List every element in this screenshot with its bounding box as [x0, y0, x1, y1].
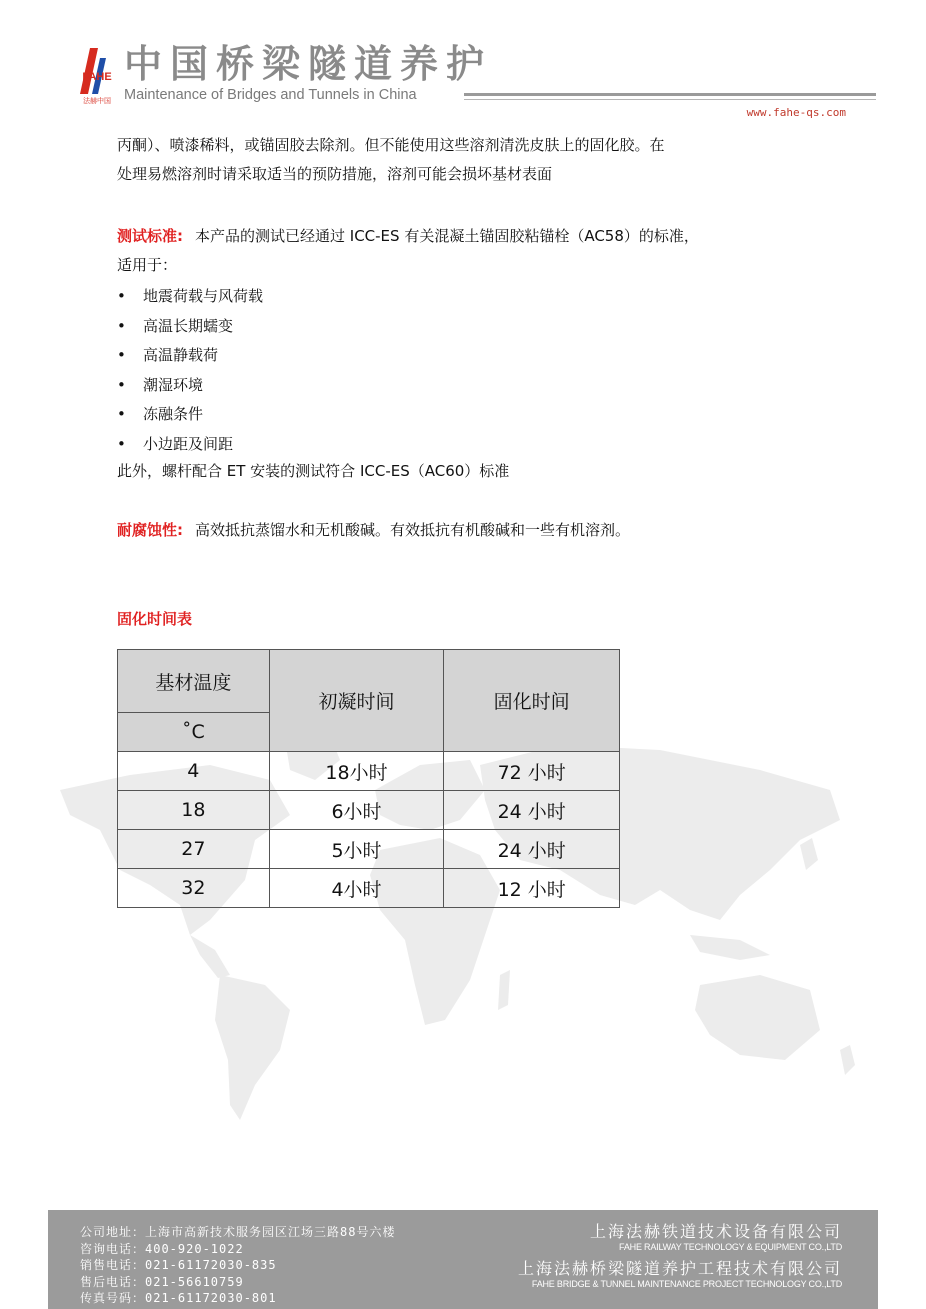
list-item: • 冻融条件: [117, 405, 204, 424]
page-footer: [48, 1210, 878, 1309]
footer-fax: 传真号码：021-61172030-801: [80, 1291, 277, 1305]
testing-standard-label: 测试标准:: [117, 227, 183, 245]
list-item: • 高温长期蠕变: [117, 316, 234, 335]
header-url: www.fahe-qs.com: [746, 106, 846, 119]
table-row: [118, 752, 620, 791]
testing-applies-to: 适用于：: [117, 256, 178, 274]
corrosion-text: 高效抵抗蒸馏水和无机酸碱。有效抵抗有机酸碱和一些有机溶剂。: [195, 521, 631, 539]
footer-consult-phone: 咨询电话：400-920-1022: [80, 1241, 244, 1256]
cell-gel-time: 6小时: [269, 791, 444, 830]
list-item: • 小边距及间距: [117, 434, 234, 453]
table-row: [118, 830, 620, 869]
cell-temp: 32: [118, 869, 270, 908]
footer-company-2-cn: 上海法赫桥梁隧道养护工程技术有限公司: [517, 1259, 842, 1278]
intro-paragraph: [117, 131, 817, 189]
cell-cure-time: 12 小时: [444, 869, 620, 908]
header-cure-time: 固化时间: [444, 650, 620, 752]
header-gel-time: 初凝时间: [269, 650, 444, 752]
footer-company-block: [518, 1222, 842, 1290]
logo-subtext: 法赫中国: [83, 97, 111, 105]
header-title-cn: 中国桥梁隧道养护: [124, 42, 493, 86]
testing-conditions-list: [117, 282, 263, 460]
logo-text: FAHE: [82, 71, 112, 83]
intro-line-2: 处理易燃溶剂时请采取适当的预防措施，溶剂可能会损坏基材表面: [117, 165, 553, 183]
list-item: • 地震荷载与风荷载: [117, 287, 264, 305]
cell-gel-time: 4小时: [269, 869, 444, 908]
list-item: • 高温静载荷: [117, 346, 219, 365]
testing-standard-text: 本产品的测试已经通过 ICC-ES 有关混凝土锚固胶粘锚栓（AC58）的标准，: [195, 227, 699, 245]
corrosion-section: [117, 516, 817, 545]
footer-company-2-en: FAHE BRIDGE & TUNNEL MAINTENANCE PROJECT TECHNOLOGY CO.,LTD: [531, 1279, 842, 1289]
intro-line-1: 丙酮）、喷漆稀料，或锚固胶去除剂。但不能使用这些溶剂清洗皮肤上的固化胶。在: [117, 136, 665, 154]
cell-temp: 27: [118, 830, 270, 869]
footer-company-1-en: FAHE RAILWAY TECHNOLOGY & EQUIPMENT CO.,LTD: [619, 1242, 842, 1252]
cell-temp: 4: [118, 752, 270, 791]
footer-sales-phone: 销售电话：021-61172030-835: [80, 1258, 277, 1272]
cell-gel-time: 5小时: [269, 830, 444, 869]
company-logo: [76, 44, 118, 106]
corrosion-label: 耐腐蚀性:: [117, 521, 183, 539]
cell-cure-time: 24 小时: [444, 830, 620, 869]
header-rule-thin: [464, 99, 876, 100]
cure-time-table: [117, 649, 620, 908]
footer-contact-block: [80, 1224, 395, 1307]
footer-address: 公司地址：上海市高新技术服务园区江场三路88号六楼: [80, 1225, 396, 1239]
header-temperature: 基材温度: [118, 650, 270, 713]
cell-cure-time: 24 小时: [444, 791, 620, 830]
cure-table-title: 固化时间表: [117, 610, 193, 628]
header-temperature-unit: ˚C: [118, 713, 270, 752]
table-row: [118, 869, 620, 908]
list-item: • 潮湿环境: [117, 375, 204, 394]
table-row: [118, 791, 620, 830]
cell-cure-time: 72 小时: [444, 752, 620, 791]
footer-aftersales-phone: 售后电话：021-56610759: [80, 1274, 244, 1289]
header-title-en: Maintenance of Bridges and Tunnels in China: [124, 87, 417, 103]
cell-temp: 18: [118, 791, 270, 830]
footer-company-1-cn: 上海法赫铁道技术设备有限公司: [589, 1222, 842, 1241]
testing-note: 此外，螺杆配合 ET 安装的测试符合 ICC-ES（AC60）标准: [117, 462, 510, 480]
testing-standard-section: [117, 222, 817, 280]
header-rule: [464, 93, 876, 96]
cell-gel-time: 18小时: [269, 752, 444, 791]
